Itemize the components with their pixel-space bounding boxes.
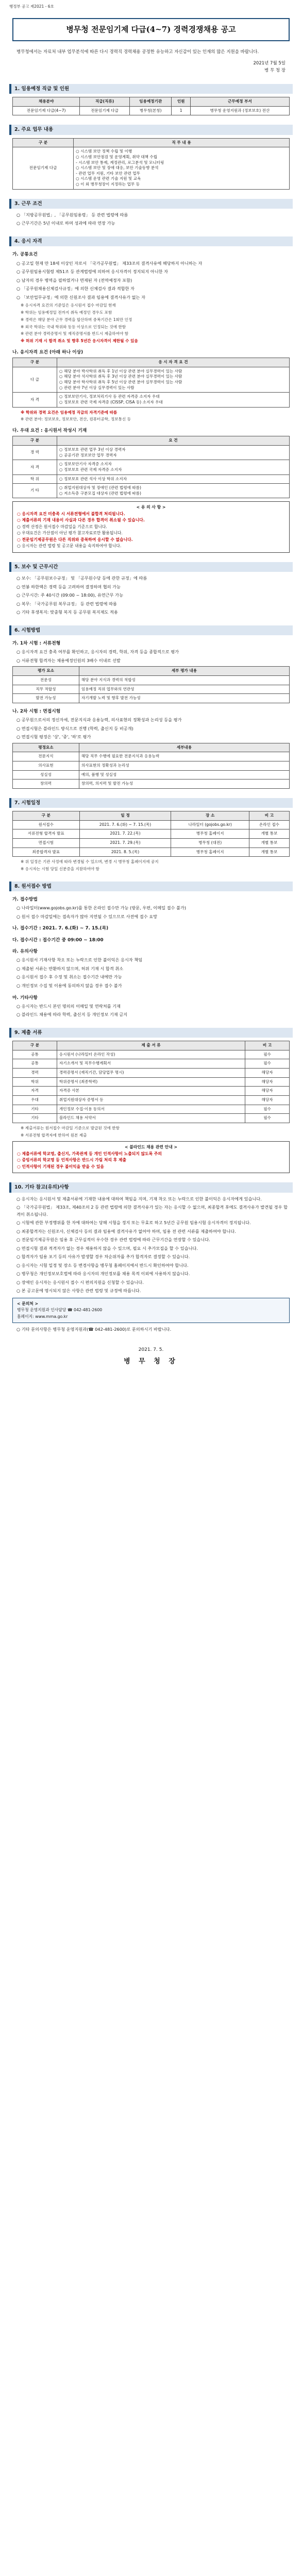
table-header: 채용분야 — [13, 97, 80, 107]
table-header: 일 정 — [79, 811, 171, 821]
warning-note: ※ 허위 기재 시 합격 취소 및 향후 5년간 응시자격이 제한될 수 있음 — [21, 338, 138, 344]
table-header: 구 분 — [13, 811, 80, 821]
list-item: ○ 보수: 「공무원보수규정」 및 「공무원수당 등에 관한 규정」에 따름 — [16, 575, 147, 581]
duty-table — [12, 138, 290, 190]
warning-note: ※ 학위와 경력 요건은 임용예정 직급의 자격기준에 따름 — [21, 410, 118, 415]
note-item: ※ 관련 분야 경력증명서 및 재직증명서를 반드시 제출하여야 함 — [21, 331, 129, 336]
list-item: ○ 시스템 보안 정책 수립 및 이행 — [76, 149, 132, 154]
notice-title: 병무청 전문임기제 다급(4~7) 경력경쟁채용 공고 — [12, 18, 290, 41]
table-cell: 병무청 홈페이지 — [171, 829, 249, 839]
table-cell: 자격증 사본 — [57, 1087, 245, 1096]
submission-table — [12, 1041, 290, 1123]
table-cell: 우대 — [13, 1095, 57, 1105]
table-cell: 2021. 7. 29.(목) — [79, 839, 171, 848]
table-cell: 의사표현 — [13, 761, 79, 770]
table-cell: 자 격 — [13, 460, 57, 474]
table-cell: 경 력 — [13, 446, 57, 460]
table-row — [13, 393, 290, 407]
note-item: ※ 학위는 임용예정일 전까지 취득 예정인 경우도 포함 — [21, 310, 112, 315]
section-9-title: 9. 제출 서류 — [9, 1028, 293, 1038]
table-header-row — [13, 358, 290, 367]
table-header: 세부 평가 내용 — [79, 667, 289, 676]
table-cell: 필수 — [245, 1059, 290, 1069]
table-cell: 원서접수 — [13, 820, 80, 829]
table-cell: 서류전형 합격자 발표 — [13, 829, 80, 839]
table-row — [13, 1050, 290, 1059]
table-cell: 병무청 홈페이지 — [171, 848, 249, 857]
table-cell: 공통 — [13, 1050, 57, 1059]
list-item: ○ 인적사항이 기재된 경우 불이익을 받을 수 있음 — [17, 1164, 104, 1169]
list-item: ○ 본 공고문에 명시되지 않은 사항은 관련 법령 및 규정에 따릅니다. — [16, 1288, 141, 1294]
table-cell: ○ 해당 분야 박사학위 취득 후 1년 이상 관련 분야 실무경력이 있는 사람 ○ 해당 분야 석사학위 취득 후 3년 이상 관련 분야 실무경력이 있는 사람 ○ 해당 분야 학사학위 취득 후 5년 이상 관련 분야 실무경력이 있는 사람 ○ 관련 분야 7년 이상 실무경력이 있는 사람 — [57, 367, 289, 393]
list-item: ○ 개인정보 수집 및 이용에 동의하지 않을 경우 접수 불가 — [16, 983, 122, 988]
table-row — [13, 685, 290, 694]
table-row — [13, 1069, 290, 1078]
table-header: 인원 — [172, 97, 190, 107]
contact-website: 홈페이지: www.mma.go.kr — [17, 1314, 68, 1319]
table-row — [13, 106, 290, 115]
table-cell: 개별 통보 — [249, 829, 289, 839]
table-cell: 임용예정 직위 업무와의 연관성 — [79, 685, 289, 694]
table-cell: 기타 — [13, 1105, 57, 1114]
table-cell: ○ 정보보안기사 자격증 소지자 ○ 정보보호 관련 국제 자격증 소지자 — [57, 460, 289, 474]
table-row — [13, 1105, 290, 1114]
table-cell: 필수 — [245, 1114, 290, 1123]
table-header: 구 분 — [13, 138, 74, 147]
table-cell: 나라일터 (gojobs.go.kr) — [171, 820, 249, 829]
table-cell: 면접시험 — [13, 839, 80, 848]
table-row — [13, 147, 290, 189]
note-item: ※ 위 일정은 기관 사정에 따라 변경될 수 있으며, 변경 시 병무청 홈페이지에 공지 — [21, 859, 159, 865]
section-7-title: 7. 시험일정 — [9, 798, 293, 808]
table-cell: 해당 직무 수행에 필요한 전문지식과 응용능력 — [79, 752, 289, 761]
section-3-title: 3. 근무 조건 — [9, 199, 293, 209]
section-2-title: 2. 주요 업무 내용 — [9, 125, 293, 134]
blind-hiring-box — [12, 1141, 290, 1173]
list-item: ○ 복무: 「국가공무원 복무규정」 등 관련 법령에 따름 — [16, 601, 117, 606]
table-header: 요 건 — [57, 436, 289, 446]
section-6-title: 6. 시험방법 — [9, 625, 293, 635]
table-cell: 자기소개서 및 직무수행계획서 — [57, 1059, 245, 1069]
list-item: ○ 면접시험은 블라인드 방식으로 진행 (학력, 출신지 등 비공개) — [16, 725, 133, 731]
table-cell: 해당 분야 지식과 경력의 적합성 — [79, 675, 289, 685]
list-item: ○ 면접시험 평정은 '상', '중', '하'로 평가 — [16, 734, 91, 740]
section-8-title: 8. 원서접수 방법 — [9, 882, 293, 891]
list-item: ○ 근무시간: 주 40시간 (09:00 ~ 18:00), 유연근무 가능 — [16, 592, 124, 598]
list-item: ○ 「지방공무원법」, 「공무원임용령」 등 관련 법령에 따름 — [16, 212, 128, 217]
list-item: ○ 나라일터(www.gojobs.go.kr)를 통한 온라인 접수만 가능 (방문, 우편, 이메일 접수 불가) — [16, 905, 187, 911]
table-row — [13, 839, 290, 848]
section-5-title: 5. 보수 및 근무시간 — [9, 562, 293, 572]
table-cell: 2021. 7. 22.(목) — [79, 829, 171, 839]
list-item: ○ 공무원임용시험령 제51조 등 관계법령에 의하여 응시자격이 정지되지 아니한 자 — [16, 269, 169, 275]
table-cell: 기 타 — [13, 484, 57, 498]
list-item: ○ 시스템 보안점검 및 운영계획, 취약 대책 수립 — [76, 154, 158, 159]
table-cell: 응시원서 (나라일터 온라인 작성) — [57, 1050, 245, 1059]
table-header-row — [13, 667, 290, 676]
table-row — [13, 694, 290, 703]
box-title: < 블라인드 채용 관련 안내 > — [125, 1145, 177, 1150]
table-cell: 병무청 운영지원과 (정보보호) 전산 — [190, 106, 289, 115]
note-item: ※ 제출서류는 원서접수 마감일 기준으로 발급된 것에 한함 — [21, 1125, 120, 1130]
table-cell: 병무청 (대전) — [171, 839, 249, 848]
table-header-row — [13, 97, 290, 107]
list-item: ○ 최종합격자는 신원조사, 신체검사 등의 결과 임용에 결격사유가 없어야 하며, 임용 전 관련 서류를 제출하여야 합니다. — [16, 1228, 236, 1234]
subsection-title: 다. 접수시간 : 접수기간 중 09:00 ~ 18:00 — [12, 937, 104, 943]
table-header: 세부내용 — [79, 743, 289, 752]
table-cell: 블라인드 채용 서약서 — [57, 1114, 245, 1123]
list-item: ○ 「보안업무규정」에 의한 신원조사 결과 임용에 결격사유가 없는 자 — [16, 294, 145, 300]
document-number: 행정부 공고 제2021 - 6호 — [9, 4, 54, 9]
table-cell: 취업지원대상자 증명서 등 — [57, 1095, 245, 1105]
list-item: ○ 전문임기제공무원은 임용 후 근무실적이 우수한 경우 관련 법령에 따라 근무기간을 연장할 수 있습니다. — [16, 1237, 210, 1243]
table-cell: 2021. 7. 6.(화) ~ 7. 15.(목) — [79, 820, 171, 829]
list-item: ○ 남자의 경우 병역을 필하였거나 면제된 자 (전역예정자 포함) — [16, 277, 132, 283]
list-item: ○ 응시자는 관련 법령 및 공고문 내용을 숙지하여야 합니다. — [17, 544, 122, 549]
table-header: 응 시 자 격 요 건 — [57, 358, 289, 367]
subsection-title: 가. 1차 시험 : 서류전형 — [12, 640, 61, 646]
table-cell: 개인정보 수집·이용 동의서 — [57, 1105, 245, 1114]
table-row — [13, 752, 290, 761]
subsection-title: 마. 기타사항 — [12, 995, 38, 1001]
table-row — [13, 848, 290, 857]
table-row — [13, 1114, 290, 1123]
table-cell: 온라인 접수 — [249, 820, 289, 829]
list-item: ○ 전문임기제공무원은 다른 직위와 중복하여 응시할 수 없습니다. — [17, 537, 133, 542]
table-cell: 기타 — [13, 1114, 57, 1123]
list-item: ○ 공무원으로서의 정신자세, 전문지식과 응용능력, 의사표현의 정확성과 논리성 등을 평가 — [16, 717, 182, 723]
list-item: ○ 응시자격 요건 충족 여부를 확인하고, 응시자의 경력, 학위, 자격 등을 종합적으로 평가 — [16, 649, 179, 655]
table-header: 장 소 — [171, 811, 249, 821]
table-cell: 필수 — [245, 1050, 290, 1059]
list-item: ○ 「국가공무원법」 제33조, 제40조의 2 등 관련 법령에 의한 결격사유가 있는 자는 응시할 수 없으며, 최종합격 후에도 결격사유가 발견될 경우 합격이 취소됩니다. — [16, 1205, 288, 1217]
table-row — [13, 1095, 290, 1105]
table-header-row — [13, 743, 290, 752]
list-item: ○ 시험에 관한 부정행위를 한 자에 대하여는 당해 시험을 정지 또는 무효로 하고 5년간 공무원 임용시험 응시자격이 정지됩니다. — [16, 1220, 251, 1226]
section-10-title: 10. 기타 참고(유의)사항 — [9, 1182, 293, 1192]
final-note: ○ 기타 문의사항은 병무청 운영지원과(☎ 042-481-2600)로 문의하시기 바랍니다. — [16, 1327, 172, 1332]
list-item: ○ 응시원서 기재사항 착오 또는 누락으로 인한 불이익은 응시자 책임 — [16, 957, 143, 963]
list-item: ○ 블라인드 채용에 따라 학력, 출신지 등 개인정보 기재 금지 — [16, 1012, 128, 1018]
subsection-title: 나. 접수기간 : 2021. 7. 6.(화) ~ 7. 15.(목) — [12, 926, 109, 931]
list-item: - 관련 업무 지원, 기타 보안 관련 업무 — [76, 171, 140, 176]
table-cell: 필수 — [245, 1105, 290, 1114]
table-cell: 전문임기제 다급 — [13, 147, 74, 189]
table-cell: 경력증명서 (재직기간, 담당업무 명시) — [57, 1069, 245, 1078]
contact-box — [12, 1298, 290, 1323]
table-cell: 전문성 — [13, 675, 79, 685]
list-item: ○ 병무청은 개인정보보호법에 따라 응시자의 개인정보를 채용 목적 이외에 사용하지 않습니다. — [16, 1271, 190, 1277]
note-item: ※ 응시자격 요건의 기준일은 응시원서 접수 마감일 현재 — [21, 303, 116, 308]
table-row — [13, 484, 290, 498]
list-item: ○ 면접시험 결과 적격자가 없는 경우 채용하지 않을 수 있으며, 필요 시 추가모집을 할 수 있습니다. — [16, 1245, 198, 1251]
table-row — [13, 1077, 290, 1087]
table-row — [13, 779, 290, 789]
table-header: 임용예정기관 — [129, 97, 172, 107]
table-cell: 공통 — [13, 1059, 57, 1069]
table-cell: 다 급 — [13, 367, 57, 393]
table-row — [13, 460, 290, 474]
caution-box — [12, 501, 290, 552]
list-item: ○ 장애인 응시자는 응시원서 접수 시 편의지원을 신청할 수 있습니다. — [16, 1279, 144, 1285]
table-cell: 학 위 — [13, 474, 57, 484]
list-item: ○ 응시자는 반드시 본인 명의의 이메일 및 연락처를 기재 — [16, 1003, 121, 1009]
table-cell: 창의력, 의지력 및 발전 가능성 — [79, 779, 289, 789]
box-title: < 유 의 사 항 > — [136, 505, 166, 510]
table-header: 구 분 — [13, 1041, 57, 1050]
list-item: ○ 연봉 하한액은 경력 등을 고려하여 결정하며 협의 가능 — [16, 584, 121, 589]
document-evaluation-table — [12, 666, 290, 703]
table-header: 직급(직류) — [80, 97, 130, 107]
list-item: ○ 「공무원채용신체검사규정」에 의한 신체검사 결과 적합한 자 — [16, 286, 135, 292]
table-header: 비 고 — [249, 811, 289, 821]
note-item: ※ 외국 학위는 국내 학위와 동등 이상으로 인정되는 것에 한함 — [21, 324, 126, 329]
table-cell: ○ 취업지원대상자 및 장애인 (관련 법령에 따름) ○ 저소득층 구분모집 대상자 (관련 법령에 따름) — [57, 484, 289, 498]
list-item: ○ 응시자는 시험 일정 및 장소 등 변경사항을 병무청 홈페이지에서 반드시 확인하여야 합니다. — [16, 1262, 189, 1268]
table-header-row — [13, 138, 290, 147]
table-cell: 병무청(본청) — [129, 106, 172, 115]
list-item: ○ 응시자는 응시원서 및 제출서류에 기재한 내용에 대하여 책임을 지며, 기재 착오 또는 누락으로 인한 불이익은 응시자에게 있습니다. — [16, 1196, 262, 1201]
table-cell: 개별 통보 — [249, 839, 289, 848]
subsection-title: 다. 우대 요건 : 응시원서 작성시 기재 — [12, 428, 87, 434]
list-item: ○ 이 외 병무청장이 지정하는 업무 등 — [76, 182, 140, 187]
subsection-title: 가. 공통요건 — [12, 252, 38, 258]
list-item: ○ 경력 산정은 원서접수 마감일을 기준으로 합니다. — [17, 524, 107, 529]
table-cell: 예의, 품행 및 성실성 — [79, 770, 289, 779]
table-row — [13, 1087, 290, 1096]
table-header: 평가 요소 — [13, 667, 79, 676]
note-item: ※ 응시자는 시험 당일 신분증을 지참하여야 함 — [21, 867, 99, 872]
table-row — [13, 1059, 290, 1069]
table-cell: ○ 정보보호 관련 석사 이상 학위 소지자 — [57, 474, 289, 484]
list-item: ○ 기타 후생복지: 맞춤형 복지 등 공무원 복지제도 적용 — [16, 609, 118, 615]
list-item: ○ 응시원서 접수 후 수정 및 취소는 접수기간 내에만 가능 — [16, 974, 122, 980]
list-item: ○ 원서 접수 마감일에는 접속자가 많아 지연될 수 있으므로 사전에 접수 요망 — [16, 913, 158, 919]
table-cell: 해당자 — [245, 1095, 290, 1105]
table-cell: 해당자 — [245, 1069, 290, 1078]
table-header: 구 분 — [13, 436, 57, 446]
table-cell: 1 — [172, 106, 190, 115]
table-cell: 의사표현의 정확성과 논리성 — [79, 761, 289, 770]
interview-evaluation-table — [12, 743, 290, 789]
table-header-row — [13, 811, 290, 821]
table-cell: 학위증명서 (최종학력) — [57, 1077, 245, 1087]
table-cell: 2021. 8. 5.(목) — [79, 848, 171, 857]
table-row — [13, 761, 290, 770]
table-header: 비 고 — [245, 1041, 290, 1050]
note-item: ※ 서류전형 합격자에 한하여 원본 제출 — [21, 1132, 87, 1138]
table-header: 근무예정 부서 — [190, 97, 289, 107]
table-cell: 직무 적합성 — [13, 685, 79, 694]
list-item: ○ 증빙서류의 학교명 등 인적사항은 반드시 가림 처리 후 제출 — [17, 1158, 126, 1163]
list-item: ○ 서류전형 합격자는 채용예정인원의 3배수 이내로 선발 — [16, 657, 121, 663]
table-cell: 자기개발 노력 및 향후 발전 가능성 — [79, 694, 289, 703]
list-item: ○ 제출된 서류는 반환하지 않으며, 허위 기재 시 합격 취소 — [16, 965, 124, 971]
table-row — [13, 820, 290, 829]
table-cell: 해당자 — [245, 1087, 290, 1096]
table-cell: ○ 정보보안기사, 정보처리기사 등 관련 자격증 소지자 우대 ○ 정보보호 관련 국제 자격증 (CISSP, CISA 등) 소지자 우대 — [57, 393, 289, 407]
schedule-table — [12, 811, 290, 857]
box-title: < 문의처 > — [17, 1301, 39, 1306]
table-cell: 창의력 — [13, 779, 79, 789]
note-item: ※ 관련 분야: 정보보호, 정보보안, 전산, 컴퓨터공학, 정보통신 등 — [21, 417, 131, 422]
subsection-title: 나. 2차 시험 : 면접시험 — [12, 708, 61, 714]
list-item: ○ 응시자격 요건 미충족 시 서류전형에서 불합격 처리됩니다. — [17, 511, 125, 516]
signature-block — [9, 60, 286, 75]
section-1-title: 1. 임용예정 직급 및 인원 — [9, 84, 293, 94]
table-cell: 해당자 — [245, 1077, 290, 1087]
table-cell: 최종합격자 발표 — [13, 848, 80, 857]
table-header: 직 무 내 용 — [74, 138, 290, 147]
list-item: ○ 공고일 현재 만 18세 이상인 자로서 「국가공무원법」 제33조의 결격사유에 해당하지 아니하는 자 — [16, 260, 203, 266]
table-row — [13, 474, 290, 484]
intro-paragraph: 병무청에서는 자료처 내부 업무분석에 따른 다시 경력직 경력채용 공정한 유능하고 자신감이 있는 인재의 많은 지원을 바랍니다. — [16, 49, 259, 55]
table-header: 평정요소 — [13, 743, 79, 752]
table-cell: 발전 가능성 — [13, 694, 79, 703]
preference-table — [12, 436, 290, 498]
list-item: ○ 시스템 보안 및 장애 대응, 보안 기술동향 분석 — [76, 165, 159, 171]
table-cell: 자격 — [13, 1087, 57, 1096]
table-cell: 전문임기제 다급(4~7) — [13, 106, 80, 115]
list-item: ○ 우대요건은 가산점이 아닌 평가 참고자료로만 활용됩니다. — [17, 531, 123, 536]
list-item: ○ 시스템 운영 관련 기술 지원 및 교육 — [76, 176, 141, 181]
table-cell: 학위 — [13, 1077, 57, 1087]
table-header-row — [13, 1041, 290, 1050]
closing-org: 병 무 청 장 — [124, 1358, 178, 1366]
table-row — [13, 675, 290, 685]
table-cell: ○ 정보보호 관련 업무 3년 이상 경력자 ○ 공공기관 정보보안 업무 경력자 — [57, 446, 289, 460]
issuing-org: 병 무 청 장 — [264, 68, 286, 74]
duty-list-cell — [74, 147, 290, 189]
table-cell: 전문지식 — [13, 752, 79, 761]
closing-date: 2021. 7. 5. — [138, 1347, 164, 1352]
table-row — [13, 770, 290, 779]
table-row — [13, 829, 290, 839]
table-header: 구 분 — [13, 358, 57, 367]
table-header: 제 출 서 류 — [57, 1041, 245, 1050]
list-item: - 시스템 보안 통제, 계정관리, 로그분석 및 모니터링 — [76, 160, 164, 165]
table-header-row — [13, 436, 290, 446]
note-item: ※ 경력은 해당 분야 근무 경력을 합산하며 중복기간은 1회만 인정 — [21, 317, 132, 322]
table-cell: 경력 — [13, 1069, 57, 1078]
subsection-title: 가. 접수방법 — [12, 897, 38, 903]
table-row — [13, 367, 290, 393]
table-row — [13, 446, 290, 460]
qualification-table — [12, 358, 290, 407]
list-item: ○ 합격자가 임용 포기 등의 사유가 발생할 경우 차순위자를 추가 합격자로 결정할 수 있습니다. — [16, 1254, 190, 1260]
table-cell: 개별 통보 — [249, 848, 289, 857]
position-table — [12, 97, 290, 115]
subsection-title: 나. 응시자격 요건 (아래 하나 이상) — [12, 349, 83, 355]
list-item: ○ 제출서류에 학교명, 출신지, 가족관계 등 개인 인적사항이 노출되지 않도록 주의 — [17, 1151, 162, 1156]
table-cell: 전문임기제 다급 — [80, 106, 130, 115]
section-4-title: 4. 응시 자격 — [9, 236, 293, 246]
subsection-title: 라. 유의사항 — [12, 949, 38, 955]
table-cell: 자 격 — [13, 393, 57, 407]
contact-phone: 병무청 운영지원과 인사담당 ☎ 042-481-2600 — [17, 1308, 103, 1313]
table-cell: 성실성 — [13, 770, 79, 779]
list-item: ○ 근무기간은 5년 이내로 하며 성과에 따라 연장 가능 — [16, 221, 115, 226]
list-item: ○ 제출서류의 기재 내용이 사실과 다른 경우 합격이 취소될 수 있습니다. — [17, 518, 145, 523]
notice-date: 2021년 7월 5일 — [253, 60, 286, 66]
